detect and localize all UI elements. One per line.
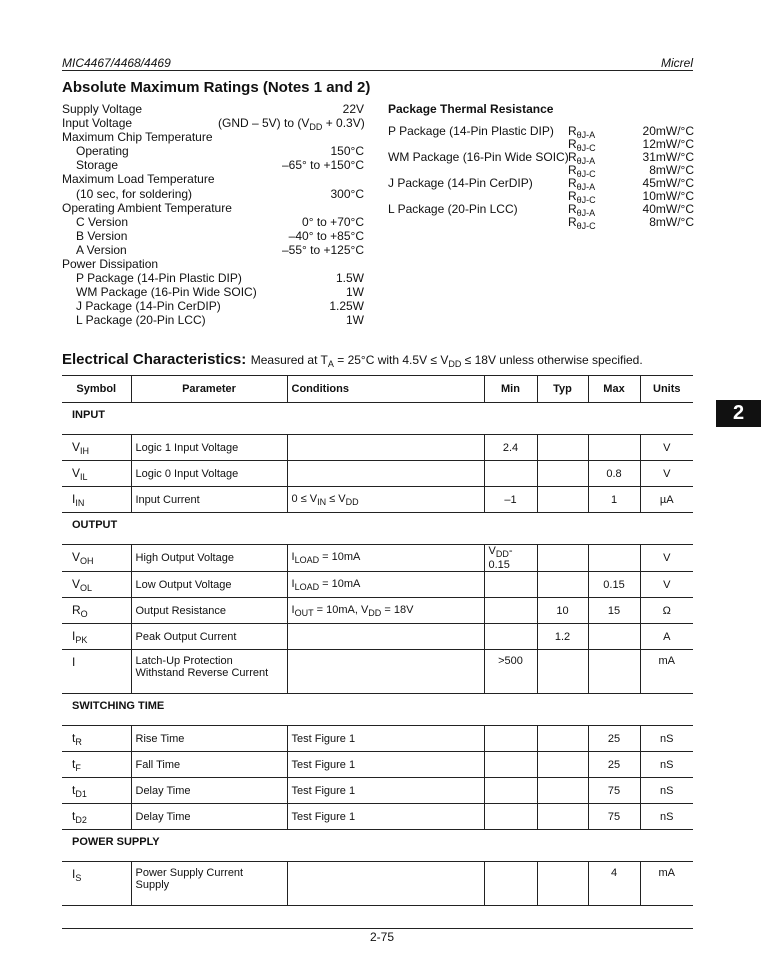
table-row — [62, 650, 693, 694]
amr-value: 1.25W — [329, 299, 364, 314]
cell-typ: 1.2 — [537, 624, 588, 650]
cell-parameter: High Output Voltage — [131, 545, 287, 572]
amr-value: 1W — [346, 313, 364, 328]
amr-label: WM Package (16-Pin Wide SOIC) — [76, 285, 257, 300]
table-row — [62, 435, 693, 461]
amr-value: 1.5W — [335, 271, 364, 286]
cell-conditions: Test Figure 1 — [287, 804, 484, 830]
cell-conditions — [287, 435, 484, 461]
cell-typ — [537, 545, 588, 572]
table-row — [62, 804, 693, 830]
cell-typ — [537, 752, 588, 778]
cell-min: 2.4 — [484, 435, 537, 461]
amr-value: 1W — [346, 285, 364, 300]
amr-row — [62, 158, 364, 172]
thermal-symbol: $R_{\theta J-A}$ — [568, 124, 596, 140]
cell-min — [484, 598, 537, 624]
cell-parameter: Logic 0 Input Voltage — [131, 461, 287, 487]
amr-row — [62, 215, 364, 229]
amr-value: 300°C — [330, 186, 364, 201]
amr-value: –40° to +85°C — [288, 228, 364, 243]
cell-conditions — [287, 461, 484, 487]
ec-title: Electrical Characteristics: — [62, 351, 247, 368]
thermal-package-name: J Package (14-Pin CerDIP) — [388, 176, 533, 190]
amr-row — [62, 243, 364, 257]
cell-units: V — [640, 572, 693, 598]
cell-typ — [537, 726, 588, 752]
cell-parameter: Latch-Up Protection Withstand Reverse Current — [131, 650, 287, 694]
cell-conditions: Test Figure 1 — [287, 726, 484, 752]
table-row — [62, 487, 693, 513]
cell-conditions: $0 \le V_{IN} \le V_{DD}$ — [287, 487, 484, 513]
section-name: INPUT — [62, 403, 693, 435]
cell-units: nS — [640, 778, 693, 804]
cell-typ — [537, 435, 588, 461]
cell-symbol: $I_S$ — [62, 862, 131, 906]
amr-label: Operating Ambient Temperature — [62, 200, 232, 215]
col-header-min: Min — [484, 376, 537, 403]
cell-symbol: $V_{IL}$ — [62, 461, 131, 487]
table-row — [62, 752, 693, 778]
col-header-units: Units — [640, 376, 693, 403]
thermal-value: 12mW/°C — [642, 137, 694, 151]
cell-min — [484, 572, 537, 598]
thermal-symbol: $R_{\theta J-C}$ — [568, 215, 596, 231]
thermal-package-name: WM Package (16-Pin Wide SOIC) — [388, 150, 569, 164]
cell-typ — [537, 862, 588, 906]
amr-row — [62, 116, 365, 133]
table-row — [62, 572, 693, 598]
thermal-package — [388, 176, 694, 205]
cell-max: 1 — [588, 487, 640, 513]
amr-row — [62, 130, 364, 144]
thermal-package — [388, 150, 694, 179]
cell-parameter: Logic 1 Input Voltage — [131, 435, 287, 461]
cell-parameter: Fall Time — [131, 752, 287, 778]
amr-list — [62, 102, 364, 328]
cell-min — [484, 778, 537, 804]
thermal-symbol: $R_{\theta J-C}$ — [568, 189, 596, 205]
amr-row — [62, 299, 364, 313]
table-row — [62, 778, 693, 804]
thermal-block — [388, 102, 694, 231]
col-header-max: Max — [588, 376, 640, 403]
amr-label: Supply Voltage — [62, 102, 143, 116]
amr-label: J Package (14-Pin CerDIP) — [76, 299, 221, 314]
cell-parameter: Delay Time — [131, 778, 287, 804]
cell-max — [588, 650, 640, 694]
amr-title: Absolute Maximum Ratings (Notes 1 and 2) — [62, 79, 371, 96]
amr-row — [62, 144, 364, 158]
thermal-symbol: $R_{\theta J-C}$ — [568, 137, 596, 153]
amr-row — [62, 187, 364, 201]
cell-min — [484, 461, 537, 487]
ec-heading — [62, 351, 643, 369]
thermal-value: 31mW/°C — [642, 150, 694, 164]
amr-label: C Version — [76, 214, 129, 229]
amr-value: –55° to +125°C — [282, 242, 364, 257]
amr-label: Operating — [76, 144, 129, 159]
thermal-value: 8mW/°C — [649, 163, 694, 177]
cell-units: V — [640, 461, 693, 487]
cell-min: >500 — [484, 650, 537, 694]
cell-max: 25 — [588, 726, 640, 752]
thermal-value: 10mW/°C — [642, 189, 694, 203]
ec-table — [62, 376, 693, 906]
cell-max: 75 — [588, 804, 640, 830]
cell-units: V — [640, 545, 693, 572]
cell-typ: 10 — [537, 598, 588, 624]
amr-label: L Package (20-Pin LCC) — [76, 313, 206, 328]
cell-units: A — [640, 624, 693, 650]
cell-symbol: $V_{IH}$ — [62, 435, 131, 461]
table-row — [62, 461, 693, 487]
cell-symbol: $R_O$ — [62, 598, 131, 624]
cell-symbol: $I_{PK}$ — [62, 624, 131, 650]
cell-parameter: Delay Time — [131, 804, 287, 830]
amr-value: 22V — [342, 102, 364, 116]
thermal-symbol: $R_{\theta J-C}$ — [568, 163, 596, 179]
cell-max — [588, 545, 640, 572]
cell-units: µA — [640, 487, 693, 513]
thermal-symbol: $R_{\theta J-A}$ — [568, 150, 596, 166]
cell-parameter: Low Output Voltage — [131, 572, 287, 598]
cell-symbol: $V_{OH}$ — [62, 545, 131, 572]
cell-symbol: $t_R$ — [62, 726, 131, 752]
amr-value: –65° to +150°C — [282, 158, 364, 173]
section-name: POWER SUPPLY — [62, 830, 693, 862]
thermal-value: 8mW/°C — [649, 215, 694, 229]
amr-row — [62, 285, 364, 299]
cell-units: mA — [640, 650, 693, 694]
cell-conditions: $I_{LOAD} = 10mA$ — [287, 572, 484, 598]
section-row — [62, 694, 693, 726]
amr-range: (GND – 5V) to $(V_{DD} + 0.3V)$ — [218, 116, 365, 133]
amr-value: 150°C — [330, 144, 364, 159]
cell-max — [588, 624, 640, 650]
amr-label: Maximum Load Temperature — [62, 172, 215, 187]
cell-units: nS — [640, 752, 693, 778]
section-row — [62, 513, 693, 545]
amr-label: B Version — [76, 228, 128, 243]
cell-typ — [537, 804, 588, 830]
table-row — [62, 624, 693, 650]
amr-row — [62, 229, 364, 243]
section-name: SWITCHING TIME — [62, 694, 693, 726]
cell-units: nS — [640, 804, 693, 830]
section-row — [62, 830, 693, 862]
cell-units: Ω — [640, 598, 693, 624]
thermal-title: Package Thermal Resistance — [388, 102, 554, 116]
amr-label: Storage — [76, 158, 119, 173]
cell-min — [484, 752, 537, 778]
cell-parameter: Rise Time — [131, 726, 287, 752]
table-row — [62, 726, 693, 752]
cell-parameter: Output Resistance — [131, 598, 287, 624]
cell-symbol: $t_{D1}$ — [62, 778, 131, 804]
cell-conditions: Test Figure 1 — [287, 778, 484, 804]
amr-label: Power Dissipation — [62, 257, 159, 272]
amr-row — [62, 201, 364, 215]
amr-value: 0° to +70°C — [302, 214, 364, 229]
cell-min — [484, 726, 537, 752]
section-tab-marker: 2 — [716, 400, 761, 427]
cell-max: 25 — [588, 752, 640, 778]
cell-max: 0.8 — [588, 461, 640, 487]
section-name: OUTPUT — [62, 513, 693, 545]
page-number: 2-75 — [369, 930, 395, 944]
cell-parameter: Peak Output Current — [131, 624, 287, 650]
cell-conditions: Test Figure 1 — [287, 752, 484, 778]
thermal-value: 20mW/°C — [642, 124, 694, 138]
cell-min — [484, 862, 537, 906]
cell-max: 15 — [588, 598, 640, 624]
header-doc-title: MIC4467/4468/4469 — [62, 56, 171, 70]
thermal-package — [388, 124, 694, 153]
cell-conditions — [287, 624, 484, 650]
cell-min: $V_{DD}-0.15$ — [484, 545, 537, 572]
cell-typ — [537, 650, 588, 694]
amr-label: Maximum Chip Temperature — [62, 130, 213, 145]
table-row — [62, 598, 693, 624]
cell-typ — [537, 487, 588, 513]
thermal-package-name: L Package (20-Pin LCC) — [388, 202, 518, 216]
amr-label: P Package (14-Pin Plastic DIP) — [76, 271, 242, 286]
amr-row — [62, 313, 364, 327]
amr-row — [62, 257, 364, 271]
thermal-value: 40mW/°C — [642, 202, 694, 216]
col-header-symbol: Symbol — [62, 376, 131, 403]
cell-symbol: $t_{D2}$ — [62, 804, 131, 830]
header-rule — [62, 70, 693, 71]
thermal-symbol: $R_{\theta J-A}$ — [568, 176, 596, 192]
col-header-typ: Typ — [537, 376, 588, 403]
cell-symbol: $t_F$ — [62, 752, 131, 778]
cell-parameter: Input Current — [131, 487, 287, 513]
section-row — [62, 403, 693, 435]
thermal-symbol: $R_{\theta J-A}$ — [568, 202, 596, 218]
cell-typ — [537, 778, 588, 804]
cell-symbol: I — [62, 650, 131, 694]
cell-symbol: $I_{IN}$ — [62, 487, 131, 513]
cell-max: 75 — [588, 778, 640, 804]
amr-row — [62, 172, 364, 186]
amr-label: Input Voltage — [62, 116, 133, 131]
cell-conditions — [287, 862, 484, 906]
cell-max — [588, 435, 640, 461]
amr-row — [62, 102, 364, 116]
thermal-package — [388, 202, 694, 231]
col-header-conditions: Conditions — [287, 376, 484, 403]
cell-parameter: Power Supply Current Supply — [131, 862, 287, 906]
cell-min — [484, 624, 537, 650]
cell-conditions — [287, 650, 484, 694]
ec-subtitle: Measured at $T_A = 25^\circ C$ with $4.5V \le V_{DD} \le 18V$ unless otherwise specified. — [250, 353, 643, 369]
cell-units: mA — [640, 862, 693, 906]
cell-units: V — [640, 435, 693, 461]
amr-label: (10 sec, for soldering) — [76, 186, 193, 201]
header-brand: Micrel — [661, 56, 693, 70]
cell-conditions: $I_{OUT} = 10mA$, $V_{DD} = 18V$ — [287, 598, 484, 624]
footer-rule — [62, 928, 693, 929]
amr-label: A Version — [76, 242, 127, 257]
thermal-package-name: P Package (14-Pin Plastic DIP) — [388, 124, 554, 138]
cell-symbol: $V_{OL}$ — [62, 572, 131, 598]
cell-units: nS — [640, 726, 693, 752]
thermal-value: 45mW/°C — [642, 176, 694, 190]
cell-typ — [537, 572, 588, 598]
cell-max: 4 — [588, 862, 640, 906]
col-header-parameter: Parameter — [131, 376, 287, 403]
cell-min: –1 — [484, 487, 537, 513]
amr-row — [62, 271, 364, 285]
table-row — [62, 862, 693, 906]
table-row — [62, 545, 693, 572]
cell-max: 0.15 — [588, 572, 640, 598]
cell-typ — [537, 461, 588, 487]
cell-min — [484, 804, 537, 830]
cell-conditions: $I_{LOAD} = 10mA$ — [287, 545, 484, 572]
